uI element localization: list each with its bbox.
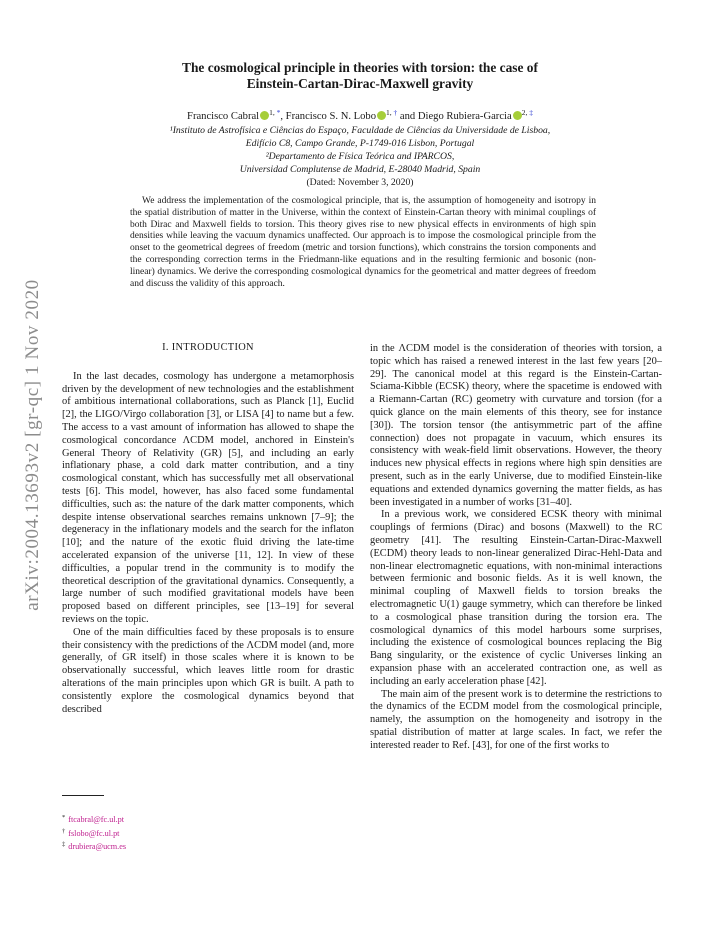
abstract: We address the implementation of the cosmological principle, that is, the assumption of homogeneity and isotropy in the spatial distribution of matter in the Universe, within the context of Einstein-Cartan theory with minimal couplings of both Dirac and Maxwell fields to torsion. This theory gives rise to new physical effects in environments of high spin densities while leaving the vacuum dynamics unaffected. Our approach is to impose the cosmological principle from the onset to the geometrical degrees of freedom (metric and torsion functions), which constrains the torsion components and the corresponding correction terms in the Friedmann-like equations and in the resulting fermionic and bosonic (non-linear) dynamics. We derive the corresponding cosmological dynamics for the geometrical and matter degrees of freedom and discuss the validity of this approach.	[130, 196, 596, 289]
author-name: Francisco S. N. Lobo	[285, 111, 377, 122]
affiliation-line: Edifício C8, Campo Grande, P-1749-016 Lisbon, Portugal	[245, 138, 475, 149]
author-affil-num: 1	[386, 108, 390, 117]
author-name: Diego Rubiera-Garcia	[417, 111, 512, 122]
arxiv-identifier: arXiv:2004.13693v2 [gr-qc] 1 Nov 2020	[22, 279, 43, 611]
body-paragraph: In a previous work, we considered ECSK theory with minimal couplings of fermions (Dirac) and bosons (Maxwell) to the RC geometry [41]. The resulting Einstein-Cartan-Dirac-Maxwell (ECDM) theory leads to non-linear generalized Dirac-Hehl-Data and non-linear electromagnetic equations, with non-minimal interactions between fermionic and bosonic fields. As it is well known, the minimal coupling of Maxwell fields to torsion breaks the electromagnetic U(1) gauge symmetry, which can therefore be linked to a cosmological phase transition during the torsion era. The cosmological dynamics of this model harbours some surprises, including the existence of cosmological bounces replacing the Big Bang singularity, or the existence of cyclic Universes linking an expansion phase with an accelerated contraction one, as well as including an early acceleration phase [42].	[370, 509, 662, 687]
body-paragraph: One of the main difficulties faced by these proposals is to ensure their consistency with the predictions of the ΛCDM model (and, more generally, of GR itself) in those scales where it is known to be observationally successful, which leaves little room for drastic alterations of the main principles upon which GR is built. A path to consistently explore the cosmological dynamics beyond that described	[62, 626, 354, 715]
affiliation-line: Universidad Complutense de Madrid, E-28040 Madrid, Spain	[239, 164, 481, 175]
email-link[interactable]: fslobo@fc.ul.pt	[68, 828, 120, 838]
footnote-item	[62, 826, 262, 840]
right-column	[370, 343, 662, 753]
title-line-2: Einstein-Cartan-Dirac-Maxwell gravity	[246, 76, 474, 91]
author-list: Francisco Cabral $^{1, *}$, Francisco S. N. Lobo $^{1, \dagger}$ and Diego Rubiera-Garcia $^{2, \ddagger}$	[187, 108, 533, 122]
author-footnote-mark[interactable]: *	[276, 108, 281, 117]
arxiv-sidebar-stamp	[8, 230, 58, 660]
author-name: Francisco Cabral	[187, 111, 260, 122]
author-footnote-mark[interactable]: ‡	[529, 108, 533, 117]
footnote-item	[62, 839, 262, 853]
affiliation-line: ²Departamento de Física Teórica and IPARCOS,	[265, 151, 455, 162]
author-separator: ,	[280, 111, 286, 122]
footnote-mark: ‡	[62, 841, 66, 848]
author-affil-num: 1	[269, 108, 273, 117]
footnote-divider	[62, 795, 104, 796]
orcid-icon[interactable]	[377, 111, 386, 120]
footnote-item	[62, 812, 262, 826]
affiliations	[90, 124, 630, 189]
body-paragraph: in the ΛCDM model is the consideration of theories with torsion, a topic which has raised a renewed interest in the last few years [20–29]. The canonical model at this regard is the Einstein-Cartan-Sciama-Kibble (ECSK) theory, where the spacetime is endowed with a Riemann-Cartan (RC) geometry with curvature and torsion (for a quick glance on the main elements of this theory, see for instance [30]). The torsion tensor (the antisymmetric part of the affine connection) does not propagate in vacuum, which ensures its consistency with weak-field limit observations. However, the theory induces new physical effects in regions where high spin densities are present, such as in the early Universe, due to modified Einstein-like equations and extended dynamics governing the matter fields, as has been investigated in a number of works [31–40].	[370, 343, 662, 508]
title-line-1: The cosmological principle in theories with torsion: the case of	[182, 60, 538, 75]
orcid-icon[interactable]	[260, 111, 269, 120]
orcid-icon[interactable]	[513, 111, 522, 120]
affiliation-line: ¹Instituto de Astrofísica e Ciências do Espaço, Faculdade de Ciências da Universidade de Lisboa,	[169, 125, 551, 136]
email-link[interactable]: drubiera@ucm.es	[68, 842, 127, 851]
footnotes	[62, 812, 262, 853]
body-paragraph: The main aim of the present work is to determine the restrictions to the dynamics of the ECDM model from the cosmological principle, namely, the assumption on the homogeneity and isotropy in the spatial distribution of matter at large scales. In fact, we refer the interested reader to Ref. [43], for one of the first works to	[370, 688, 662, 751]
body-paragraph: In the last decades, cosmology has undergone a metamorphosis driven by the development of new technologies and the establishment of ambitious international collaborations, such as Planck [1], Euclid [2], the LIGO/Virgo collaboration [3], or LISA [4] to name but a few. The access to a vast amount of information has allowed to shape the cosmological concordance ΛCDM model, anchored in Einstein's General Theory of Relativity (GR) [5], and including an early inflationary phase, a cold dark matter contribution, and a tiny cosmological constant, which has successfully met all observational tests [6]. This model, however, has also faced some fundamental difficulties, such as: the nature of the dark matter components, which despite intense observational searches remains unknown [7–9]; the degeneracy in the inflationary models and the search for the inflaton [10]; and the nature of the exotic fluid driving the late-time accelerated expansion of the universe [11, 12]. In view of these difficulties, a popular trend in the community is to modify the theoretical description of the gravitational dynamics. Consequently, a large number of such modified gravitational models have been proposed based on different principles, see [13–19] for several reviews on the topic.	[62, 370, 354, 625]
footnote-mark: †	[62, 827, 66, 835]
author-footnote-mark[interactable]: †	[393, 108, 398, 117]
paper-title	[110, 60, 610, 92]
section-heading: I. INTRODUCTION	[162, 342, 254, 353]
dated-line: (Dated: November 3, 2020)	[306, 177, 414, 188]
footnote-mark: *	[62, 814, 66, 821]
author-affil-num: 2	[521, 108, 526, 117]
author-separator: and	[397, 111, 418, 122]
left-column	[62, 340, 354, 716]
email-link[interactable]: ftcabral@fc.ul.pt	[68, 815, 124, 824]
